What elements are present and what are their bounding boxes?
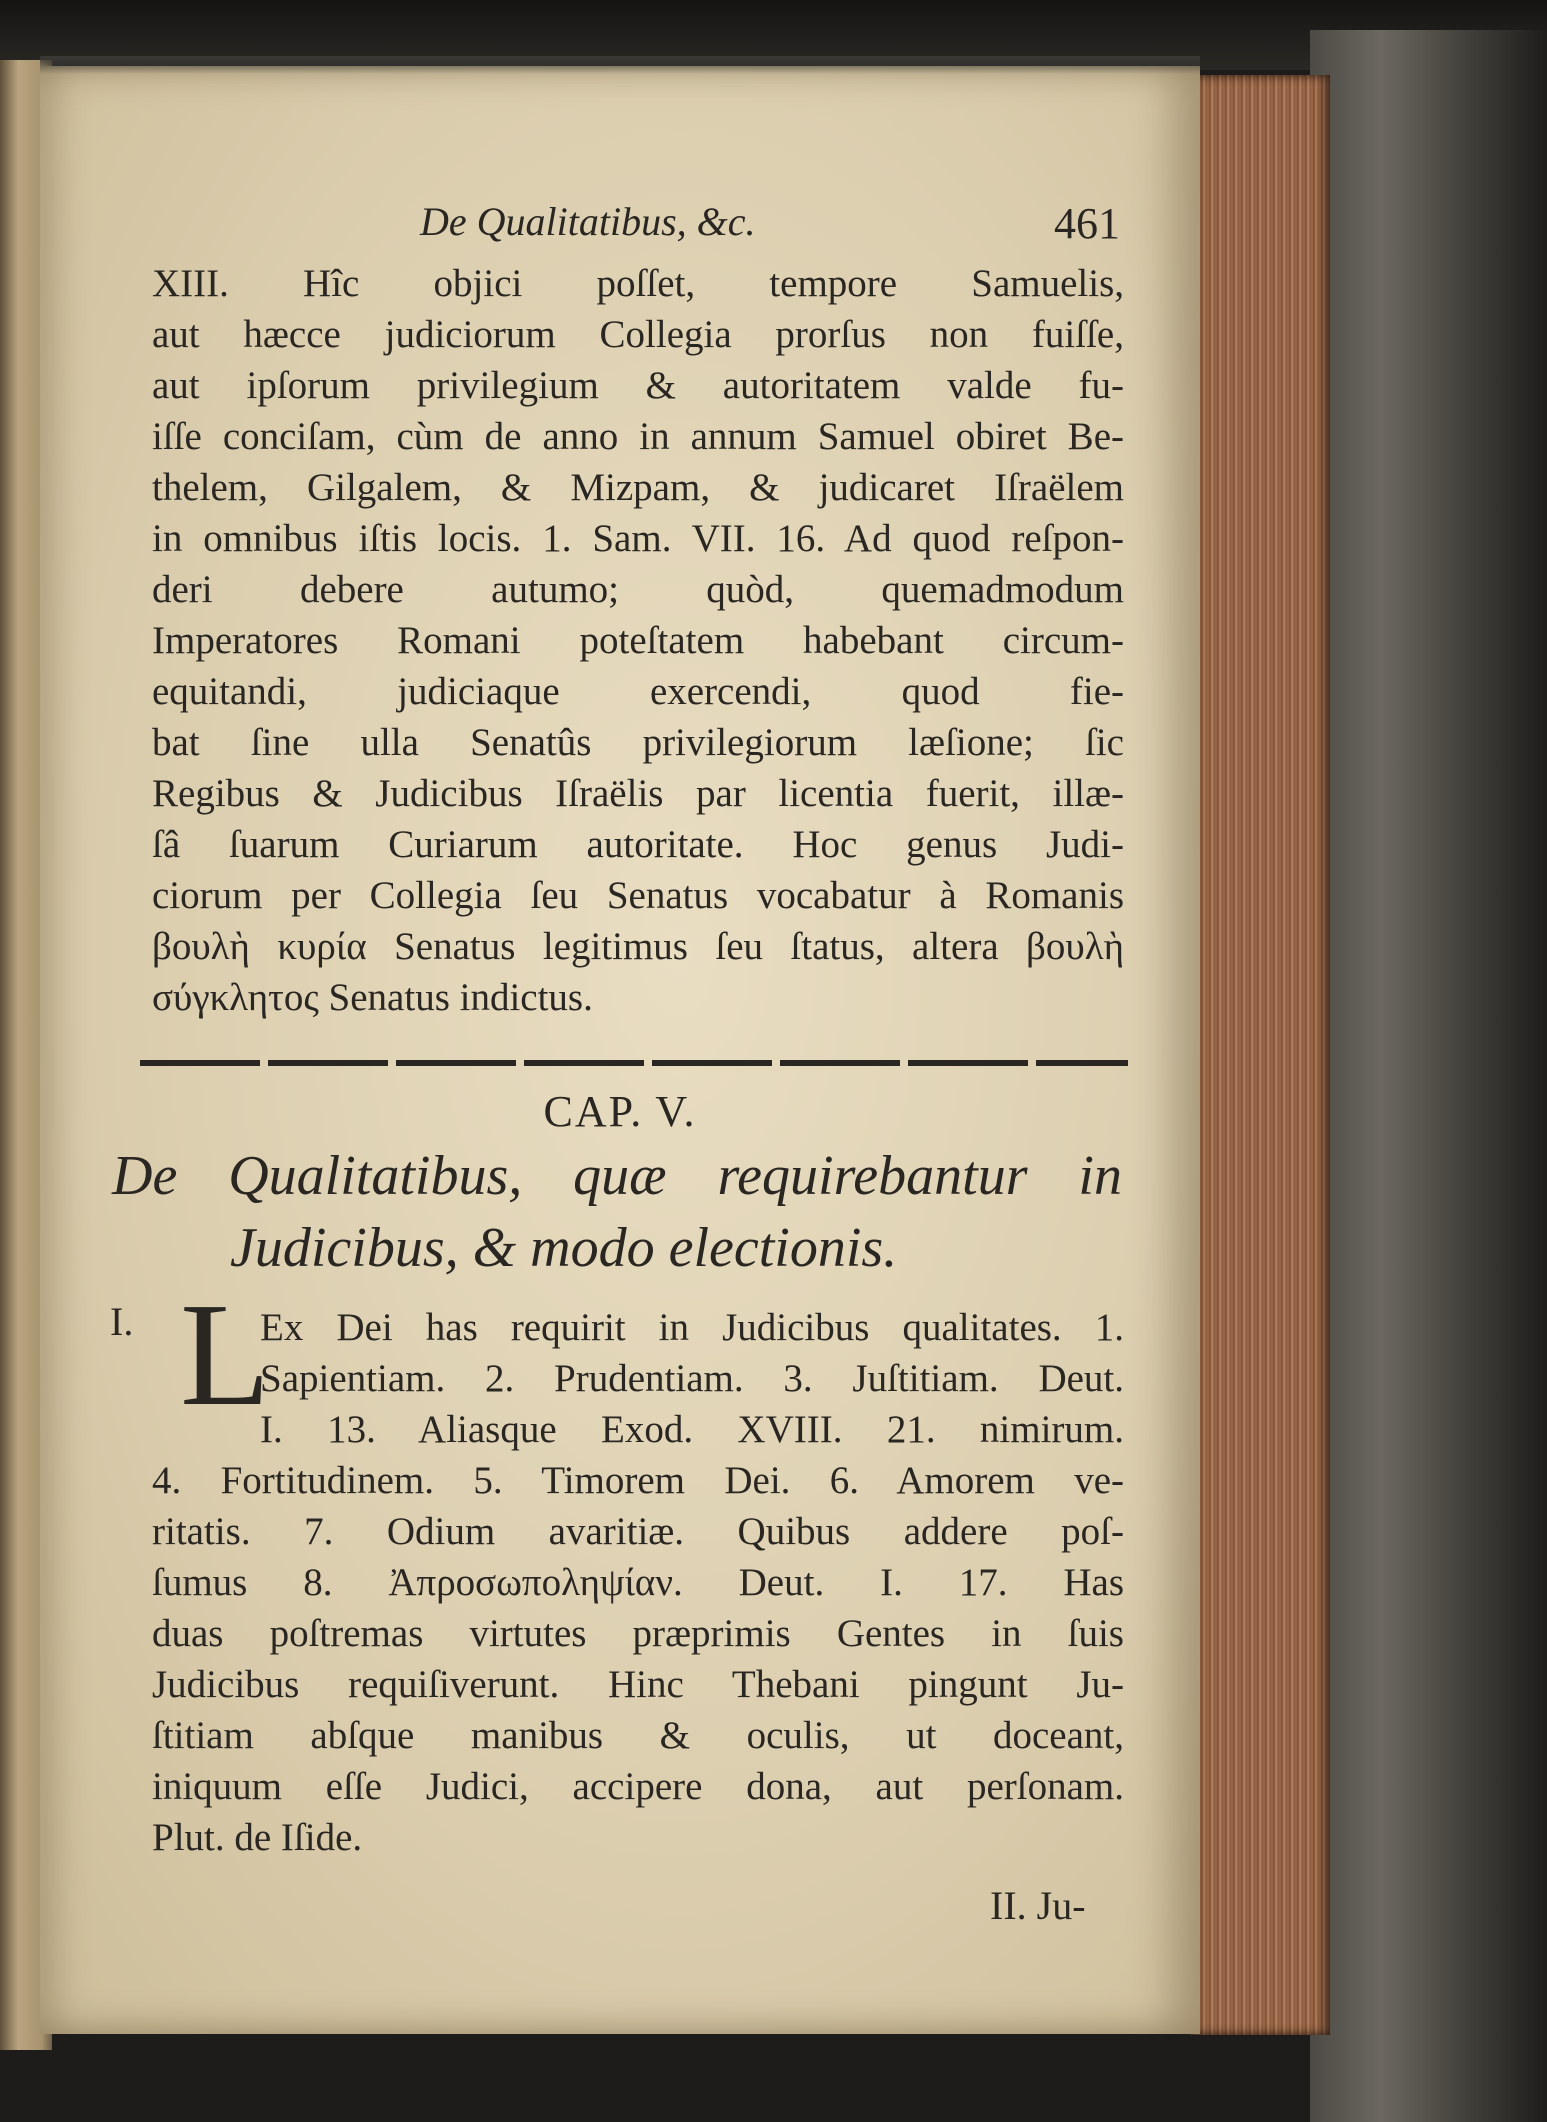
text-line: ritatis. 7. Odium avaritiæ. Quibus addere poſ- [152,1510,1124,1553]
section-divider [140,1060,1128,1066]
running-title: De Qualitatibus, &c. [420,199,756,244]
text-line: deri debere autumo; quòd, quemadmodum [152,568,1124,611]
text-line: ſumus 8. Ἀπροσωποληψίαν. Deut. I. 17. Has [152,1561,1124,1604]
text-line: 4. Fortitudinem. 5. Timorem Dei. 6. Amorem ve- [152,1459,1124,1502]
page-edges [1190,75,1330,2035]
section-i [152,1455,1124,1863]
text-line: I. 13. Aliasque Exod. XVIII. 21. nimirum. [260,1408,1124,1451]
text-line: iniquum eſſe Judici, accipere dona, aut perſonam. [152,1765,1124,1808]
section-xiii [152,258,1124,1023]
text-line: Plut. de Iſide. [152,1816,363,1859]
text-line: equitandi, judiciaque exercendi, quod fie- [152,670,1124,713]
catchword: II. Ju- [990,1883,1086,1928]
paragraph-number: I. [110,1299,134,1344]
text-line: ciorum per Collegia ſeu Senatus vocabatur à Romanis [152,874,1124,917]
section-i-indented [260,1302,1124,1455]
text-line: ſtitiam abſque manibus & oculis, ut doceant, [152,1714,1124,1757]
text-line: bat ſine ulla Senatûs privilegiorum læſione; ſic [152,721,1124,764]
text-line: βουλὴ κυρία Senatus legitimus ſeu ſtatus, altera βουλὴ [152,925,1124,968]
text-line: XIII. Hîc objici poſſet, tempore Samuelis, [152,262,1124,305]
text-line: Ex Dei has requirit in Judicibus qualitates. 1. [260,1306,1124,1349]
text-line: iſſe conciſam, cùm de anno in annum Samuel obiret Be- [152,415,1124,458]
page-number: 461 [1054,199,1120,248]
text-line: aut hæcce judiciorum Collegia prorſus non fuiſſe, [152,313,1124,356]
page-top-shadow [40,56,1200,74]
text-line: Judicibus requiſiverunt. Hinc Thebani pingunt Ju- [152,1663,1124,1706]
text-line: aut ipſorum privilegium & autoritatem valde fu- [152,364,1124,407]
drop-cap: L [180,1273,271,1437]
chapter-title-line: Judicibus, & modo electionis. [230,1217,898,1279]
text-line: Regibus & Judicibus Iſraëlis par licentia fuerit, illæ- [152,772,1124,815]
text-line: Sapientiam. 2. Prudentiam. 3. Juſtitiam. Deut. [260,1357,1124,1400]
text-line: thelem, Gilgalem, & Mizpam, & judicaret Iſraëlem [152,466,1124,509]
text-line: σύγκλητος Senatus indictus. [152,976,593,1019]
chapter-heading: CAP. V. [543,1087,697,1136]
chapter-title-line: De Qualitatibus, quæ requirebantur in [112,1145,1122,1207]
text-line: ſâ ſuarum Curiarum autoritate. Hoc genus Judi- [152,823,1124,866]
book-cover-edge [1310,30,1547,2122]
text-line: in omnibus iſtis locis. 1. Sam. VII. 16. Ad quod reſpon- [152,517,1124,560]
text-line: duas poſtremas virtutes præprimis Gentes in ſuis [152,1612,1124,1655]
text-line: Imperatores Romani poteſtatem habebant circum- [152,619,1124,662]
book-page [40,66,1200,2034]
page-header [420,198,1120,258]
